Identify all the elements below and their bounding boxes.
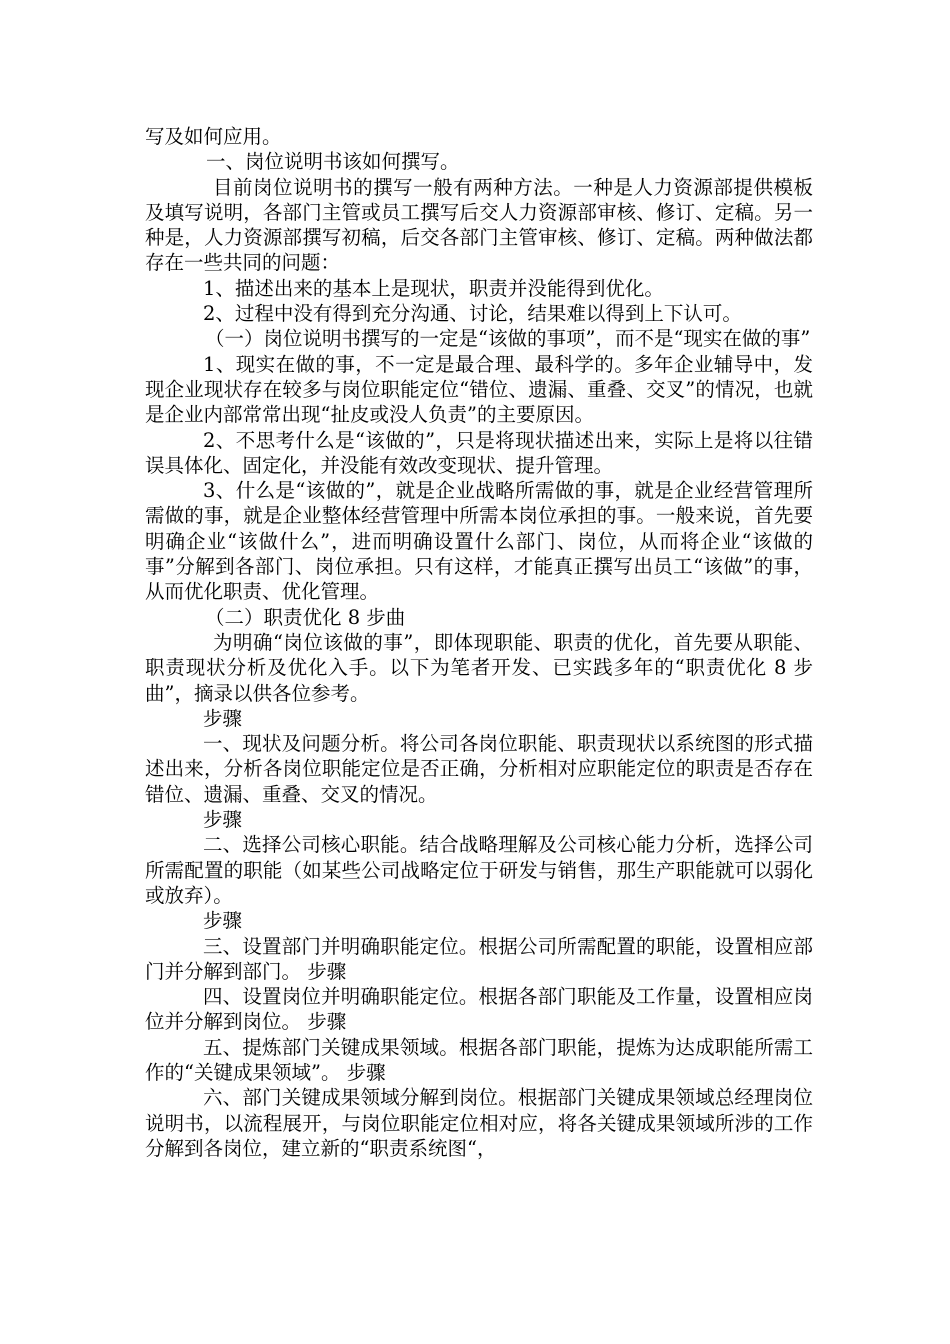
paragraph-continuation: 写及如何应用。 xyxy=(145,125,282,148)
step-5: 五、提炼部门关键成果领域。根据各部门职能，提炼为达成职能所需工作的“关键成果领域”。 步骤 xyxy=(145,1035,813,1084)
step-3: 三、设置部门并明确职能定位。根据公司所需配置的职能，设置相应部门并分解到部门。 步骤 xyxy=(145,934,813,983)
subsection-heading-1: （一）岗位说明书撰写的一定是“该做的事项”，而不是“现实在做的事” xyxy=(205,327,811,351)
point-item-1: 1、现实在做的事，不一定是最合理、最科学的。多年企业辅导中，发现企业现状存在较多与岗位职能定位“错位、遗漏、重叠、交叉”的情况，也就是企业内部常常出现“扯皮或没人负责”的主要原因。 xyxy=(145,352,813,427)
step-1: 一、现状及问题分析。将公司各岗位职能、职责现状以系统图的形式描述出来，分析各岗位职能定位是否正确，分析相对应职能定位的职责是否存在错位、遗漏、重叠、交叉的情况。 xyxy=(145,732,813,806)
paragraph-methods: 目前岗位说明书的撰写一般有两种方法。一种是人力资源部提供模板及填写说明，各部门主管或员工撰写后交人力资源部审核、修订、定稿。另一种是，人力资源部撰写初稿，后交各部门主管审核、修订、定稿。两种做法都存在一些共同的问题： xyxy=(145,175,813,275)
point-item-3: 3、什么是“该做的”，就是企业战略所需做的事，就是企业经营管理所需做的事，就是企业整体经营管理中所需本岗位承担的事。一般来说，首先要明确企业“该做什么”，进而明确设置什么部门、岗位，从而将企业“该做的事”分解到各部门、岗位承担。只有这样，才能真正撰写出员工“该做”的事，从而优化职责、优化管理。 xyxy=(145,479,813,604)
step-label: 步骤 xyxy=(203,909,243,933)
document-page xyxy=(145,124,813,1161)
step-label: 步骤 xyxy=(203,808,243,832)
step-2: 二、选择公司核心职能。结合战略理解及公司核心能力分析，选择公司所需配置的职能（如某些公司战略定位于研发与销售，那生产职能就可以弱化或放弃）。 xyxy=(145,833,813,907)
step-6: 六、部门关键成果领域分解到岗位。根据部门关键成果领域总经理岗位说明书，以流程展开，与岗位职能定位相对应，将各关键成果领域所涉的工作分解到各岗位，建立新的“职责系统图“， xyxy=(145,1086,813,1160)
problem-item-1: 1、描述出来的基本上是现状，职责并没能得到优化。 xyxy=(203,276,664,300)
paragraph-intro-8-steps: 为明确“岗位该做的事”，即体现职能、职责的优化，首先要从职能、职责现状分析及优化入手。以下为笔者开发、已实践多年的“职责优化 8 步曲”，摘录以供各位参考。 xyxy=(145,630,813,705)
point-item-2: 2、不思考什么是“该做的”，只是将现状描述出来，实际上是将以往错误具体化、固定化，并没能有效改变现状、提升管理。 xyxy=(145,428,813,477)
section-heading-1: 一、岗位说明书该如何撰写。 xyxy=(206,150,460,174)
step-4: 四、设置岗位并明确职能定位。根据各部门职能及工作量，设置相应岗位并分解到岗位。 步骤 xyxy=(145,985,813,1034)
step-label: 步骤 xyxy=(203,706,243,730)
subsection-heading-2: （二）职责优化 8 步曲 xyxy=(205,605,406,629)
problem-item-2: 2、过程中没有得到充分沟通、讨论，结果难以得到上下认可。 xyxy=(203,302,742,326)
